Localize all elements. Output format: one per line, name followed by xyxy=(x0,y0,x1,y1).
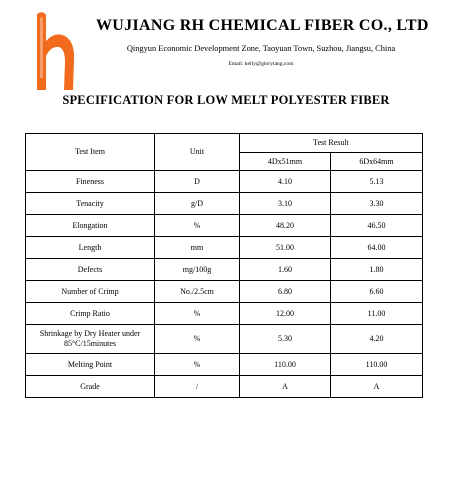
company-name: WUJIANG RH CHEMICAL FIBER CO., LTD xyxy=(96,17,429,34)
cell-value-2: 110.00 xyxy=(331,354,423,376)
cell-value-2: 6.60 xyxy=(331,281,423,303)
table-row xyxy=(26,193,423,215)
cell-value-1: 51.00 xyxy=(240,237,331,259)
cell-value-2: 5.13 xyxy=(331,171,423,193)
cell-value-1: 48.20 xyxy=(240,215,331,237)
header-spec-2: 6Dx64mm xyxy=(331,153,423,171)
cell-test-item: Melting Point xyxy=(26,354,155,376)
cell-value-2: 11.00 xyxy=(331,303,423,325)
header-spec-1: 4Dx51mm xyxy=(240,153,331,171)
header-test-result: Test Result xyxy=(240,134,423,153)
cell-value-1: 3.10 xyxy=(240,193,331,215)
cell-unit: / xyxy=(155,376,240,398)
cell-unit: % xyxy=(155,303,240,325)
cell-value-1: 4.10 xyxy=(240,171,331,193)
table-row xyxy=(26,325,423,354)
header-test-item: Test Item xyxy=(26,134,155,171)
cell-value-1: 5.30 xyxy=(240,325,331,354)
cell-unit: mm xyxy=(155,237,240,259)
cell-value-2: 64.00 xyxy=(331,237,423,259)
cell-value-2: 46.50 xyxy=(331,215,423,237)
table-row xyxy=(26,376,423,398)
table-row xyxy=(26,171,423,193)
cell-unit: % xyxy=(155,354,240,376)
cell-unit: mg/100g xyxy=(155,259,240,281)
cell-test-item: Fineness xyxy=(26,171,155,193)
cell-test-item: Length xyxy=(26,237,155,259)
cell-unit: No./2.5cm xyxy=(155,281,240,303)
cell-value-2: 1.80 xyxy=(331,259,423,281)
cell-value-1: A xyxy=(240,376,331,398)
table-row xyxy=(26,237,423,259)
cell-value-1: 110.00 xyxy=(240,354,331,376)
specification-table xyxy=(25,133,423,398)
table-row xyxy=(26,281,423,303)
cell-test-item: Grade xyxy=(26,376,155,398)
cell-unit: % xyxy=(155,325,240,354)
cell-value-1: 12.00 xyxy=(240,303,331,325)
company-logo-icon xyxy=(29,10,81,90)
cell-value-1: 1.60 xyxy=(240,259,331,281)
table-row xyxy=(26,259,423,281)
cell-value-2: 3.30 xyxy=(331,193,423,215)
cell-value-1: 6.80 xyxy=(240,281,331,303)
cell-test-item: Shrinkage by Dry Heater under 85°C/15minutes xyxy=(26,325,155,354)
document-title: SPECIFICATION FOR LOW MELT POLYESTER FIBER xyxy=(62,93,390,107)
company-email: Email: kelly@glorytang.com xyxy=(228,61,294,67)
cell-unit: % xyxy=(155,215,240,237)
cell-unit: g/D xyxy=(155,193,240,215)
cell-test-item: Elongation xyxy=(26,215,155,237)
header-unit: Unit xyxy=(155,134,240,171)
cell-test-item: Tenacity xyxy=(26,193,155,215)
table-row xyxy=(26,354,423,376)
cell-test-item: Number of Crimp xyxy=(26,281,155,303)
table-row xyxy=(26,303,423,325)
cell-test-item: Defects xyxy=(26,259,155,281)
cell-value-2: A xyxy=(331,376,423,398)
cell-value-2: 4.20 xyxy=(331,325,423,354)
cell-unit: D xyxy=(155,171,240,193)
cell-test-item: Crimp Ratio xyxy=(26,303,155,325)
company-address: Qingyun Economic Development Zone, Taoyuan Town, Suzhou, Jiangsu, China xyxy=(126,44,396,53)
table-row xyxy=(26,215,423,237)
